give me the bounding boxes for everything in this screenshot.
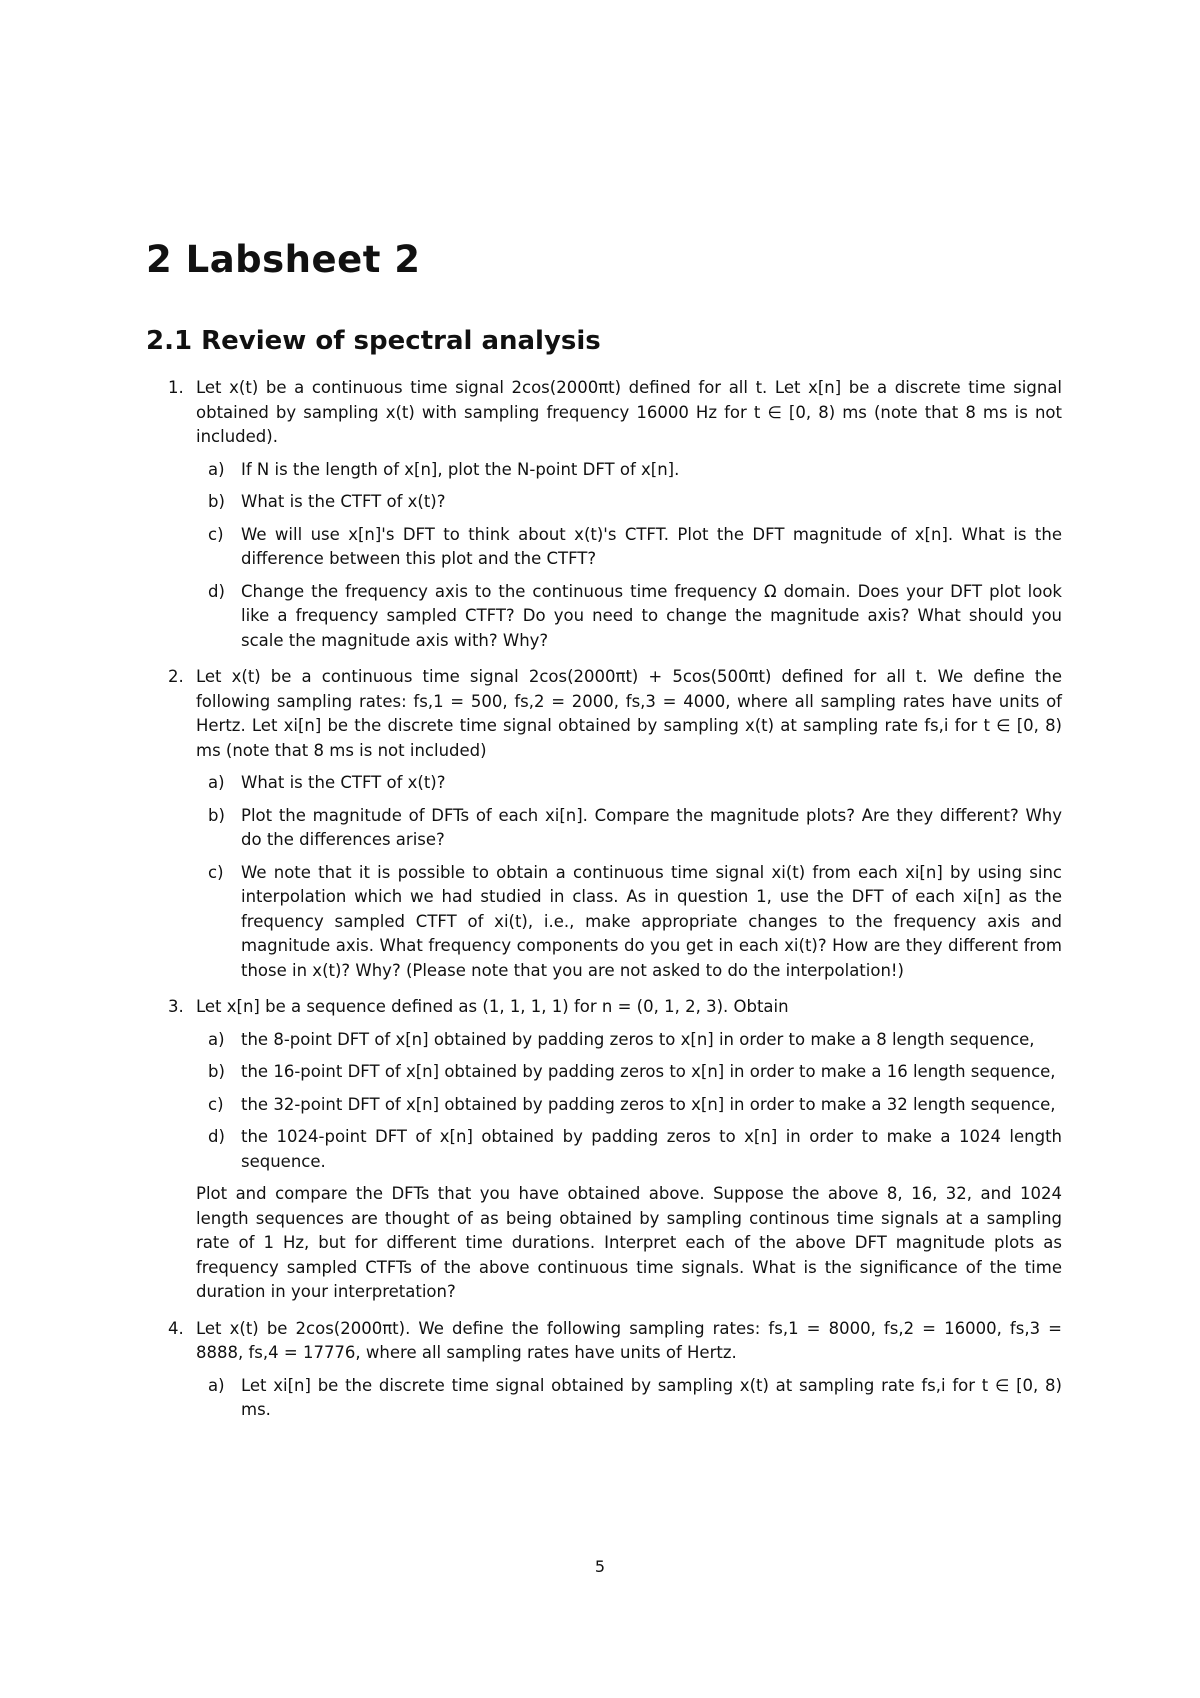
question-list bbox=[146, 376, 1062, 1423]
part-text: Change the frequency axis to the continuous time frequency Ω domain. Does your DFT plot look like a frequency sampled CTFT? Do you need to change the magnitude axis? What should you scale the magnitude axis with? Why? bbox=[241, 581, 1062, 650]
question-part bbox=[196, 458, 1062, 483]
question-1 bbox=[146, 376, 1062, 653]
part-label: a) bbox=[208, 1029, 225, 1049]
question-part bbox=[196, 1125, 1062, 1174]
question-part bbox=[196, 1093, 1062, 1118]
question-followup-paragraph: Plot and compare the DFTs that you have obtained above. Suppose the above 8, 16, 32, and 1024 length sequences are thought of as being obtained by sampling continous time signals at a sampling rate of 1 Hz, but for different time durations. Interpret each of the above DFT magnitude plots as frequency sampled CTFTs of the above continuous time signals. What is the significance of the time duration in your interpretation? bbox=[196, 1184, 1062, 1301]
part-label: b) bbox=[208, 805, 225, 825]
part-label: d) bbox=[208, 1127, 225, 1146]
question-number: 4. bbox=[168, 1318, 184, 1338]
part-text: If N is the length of x[n], plot the N-point DFT of x[n]. bbox=[241, 459, 680, 479]
part-label: b) bbox=[208, 492, 225, 511]
part-text: Let xi[n] be the discrete time signal obtained by sampling x(t) at sampling rate fs,i for t ∈ [0, 8) ms. bbox=[241, 1375, 1062, 1419]
chapter-title: 2 Labsheet 2 bbox=[146, 238, 421, 281]
part-text: Plot the magnitude of DFTs of each xi[n]. Compare the magnitude plots? Are they different? Why do the differences arise? bbox=[241, 805, 1062, 849]
question-text: Let x(t) be a continuous time signal 2cos(2000πt) + 5cos(500πt) defined for all t. We define the following sampling rates: fs,1 = 500, fs,2 = 2000, fs,3 = 4000, where all sampling rates have units of Hertz. Let xi[n] be the discrete time signal obtained by sampling x(t) at sampling rate fs,i for t ∈ [0, 8) ms (note that 8 ms is not included) bbox=[196, 667, 1062, 760]
question-part bbox=[196, 771, 1062, 796]
section-title: 2.1 Review of spectral analysis bbox=[146, 326, 601, 356]
part-label: a) bbox=[208, 773, 225, 792]
part-text: the 32-point DFT of x[n] obtained by padding zeros to x[n] in order to make a 32 length sequence, bbox=[241, 1094, 1056, 1114]
part-text: the 16-point DFT of x[n] obtained by padding zeros to x[n] in order to make a 16 length sequence, bbox=[241, 1062, 1056, 1081]
question-number: 2. bbox=[168, 667, 184, 686]
question-part bbox=[196, 1028, 1062, 1053]
part-text: What is the CTFT of x(t)? bbox=[241, 492, 446, 511]
part-label: a) bbox=[208, 1375, 225, 1395]
question-part bbox=[196, 1060, 1062, 1085]
question-part bbox=[196, 523, 1062, 572]
question-3 bbox=[146, 995, 1062, 1305]
part-text: We will use x[n]'s DFT to think about x(t)'s CTFT. Plot the DFT magnitude of x[n]. What is the difference between this plot and the CTFT? bbox=[241, 524, 1062, 568]
part-label: c) bbox=[208, 862, 224, 882]
question-part bbox=[196, 1374, 1062, 1423]
question-text: Let x(t) be 2cos(2000πt). We define the following sampling rates: fs,1 = 8000, fs,2 = 16000, fs,3 = 8888, fs,4 = 17776, where all sampling rates have units of Hertz. bbox=[196, 1318, 1062, 1362]
question-part bbox=[196, 490, 1062, 515]
question-number: 1. bbox=[168, 378, 184, 397]
part-text: the 1024-point DFT of x[n] obtained by padding zeros to x[n] in order to make a 1024 length sequence. bbox=[241, 1127, 1062, 1171]
part-label: c) bbox=[208, 524, 224, 544]
question-part bbox=[196, 861, 1062, 984]
part-label: b) bbox=[208, 1062, 225, 1081]
question-text: Let x[n] be a sequence defined as (1, 1, 1, 1) for n = (0, 1, 2, 3). Obtain bbox=[196, 997, 789, 1016]
page-number: 5 bbox=[594, 1557, 606, 1576]
part-text: We note that it is possible to obtain a continuous time signal xi(t) from each xi[n] by using sinc interpolation which we had studied in class. As in question 1, use the DFT of each xi[n] as the frequency sampled CTFT of xi(t), i.e., make appropriate changes to the frequency axis and magnitude axis. What frequency components do you get in each xi(t)? How are they different from those in x(t)? Why? (Please note that you are not asked to do the interpolation!) bbox=[241, 862, 1062, 980]
part-text: What is the CTFT of x(t)? bbox=[241, 773, 446, 792]
part-label: d) bbox=[208, 581, 225, 601]
part-label: c) bbox=[208, 1094, 224, 1114]
question-part bbox=[196, 804, 1062, 853]
part-label: a) bbox=[208, 459, 225, 479]
question-2 bbox=[146, 665, 1062, 983]
part-text: the 8-point DFT of x[n] obtained by padding zeros to x[n] in order to make a 8 length sequence, bbox=[241, 1029, 1035, 1049]
question-part bbox=[196, 580, 1062, 654]
question-number: 3. bbox=[168, 997, 184, 1016]
question-text: Let x(t) be a continuous time signal 2cos(2000πt) defined for all t. Let x[n] be a discrete time signal obtained by sampling x(t) with sampling frequency 16000 Hz for t ∈ [0, 8) ms (note that 8 ms is not included). bbox=[196, 378, 1062, 446]
question-4 bbox=[146, 1317, 1062, 1423]
